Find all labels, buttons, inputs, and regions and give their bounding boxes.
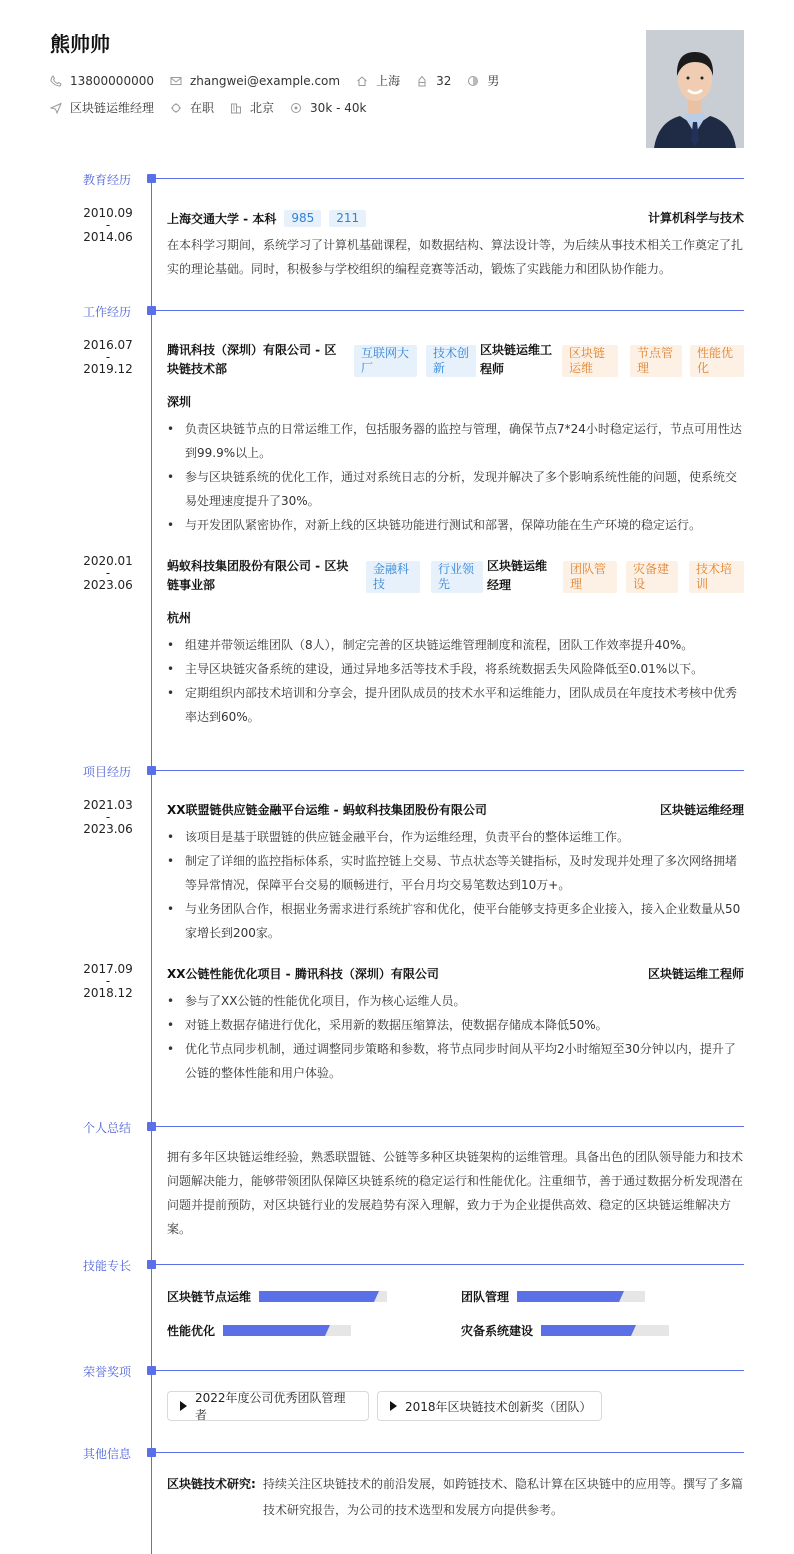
target-job-item (50, 99, 154, 116)
section-marker (147, 1260, 156, 1269)
list-item: • 定期组织内部技术培训和分享会，提升团队成员的技术水平和运维能力，团队成员在年度技术考核中优秀率达到60%。 (167, 681, 744, 729)
salary-item (290, 101, 366, 115)
list-item: • 与开发团队紧密协作，对新上线的区块链功能进行测试和部署，保障功能在生产环境的稳定运行。 (167, 513, 744, 537)
skill-bar-fill (223, 1325, 325, 1336)
section-marker (147, 1448, 156, 1457)
date-end: 2023.06 (83, 822, 133, 836)
section-divider (156, 310, 744, 311)
skill-tag: 区块链运维 (562, 345, 618, 377)
work-date: 2020.01 - 2023.06 (83, 554, 133, 592)
project-name: XX公链性能优化项目 - 腾讯科技（深圳）有限公司 (167, 967, 439, 981)
award-label: 2022年度公司优秀团队管理者 (195, 1391, 346, 1422)
skill-tag: 团队管理 (563, 561, 617, 593)
candidate-name: 熊帅帅 (50, 32, 110, 56)
date-end: 2018.12 (83, 986, 133, 1000)
skill-tag: 灾备建设 (626, 561, 678, 593)
work-location: 深圳 (167, 395, 192, 409)
section-divider (156, 1264, 744, 1265)
industry-tag: 行业领先 (431, 561, 483, 593)
skill-bar (541, 1325, 669, 1336)
target-city-text: 北京 (250, 101, 275, 115)
section-divider (156, 1452, 744, 1453)
phone-text: 13800000000 (70, 73, 154, 88)
skill-tag: 技术培训 (689, 561, 744, 593)
industry-tag: 互联网大厂 (354, 345, 417, 377)
date-start: 2016.07 (83, 338, 133, 352)
phone-item (50, 74, 154, 88)
section-divider (156, 1370, 744, 1371)
company-name: 腾讯科技（深圳）有限公司 - 区块链技术部 (167, 343, 337, 376)
section-title-projects: 项目经历 (83, 765, 132, 779)
target-city-item (230, 99, 274, 116)
date-start: 2021.03 (83, 798, 133, 812)
company-name: 蚂蚁科技集团股份有限公司 - 区块链事业部 (167, 559, 349, 592)
project-role: 区块链运维工程师 (647, 967, 744, 981)
skill-name: 性能优化 (167, 1324, 216, 1338)
contact-row (50, 72, 515, 89)
skill-bar-fill (541, 1325, 631, 1336)
industry-tag: 金融科技 (366, 561, 420, 593)
section-marker (147, 1366, 156, 1375)
section-title-other: 其他信息 (83, 1447, 132, 1461)
skill-bar (259, 1291, 387, 1302)
school-name: 上海交通大学 - 本科 (167, 211, 277, 226)
job-intent-row (50, 99, 382, 116)
work-location: 杭州 (167, 611, 192, 625)
resume-header (50, 28, 744, 148)
industry-tag: 技术创新 (426, 345, 476, 377)
section-title-summary: 个人总结 (83, 1121, 132, 1135)
section-title-work: 工作经历 (83, 305, 132, 319)
list-item: • 对链上数据存储进行优化，采用新的数据压缩算法，使数据存储成本降低50%。 (167, 1013, 744, 1037)
list-item: • 参与了XX公链的性能优化项目，作为核心运维人员。 (167, 989, 744, 1013)
list-item: • 主导区块链灾备系统的建设，通过异地多活等技术手段，将系统数据丢失风险降低至0.01%以下。 (167, 657, 744, 681)
project-date: 2017.09 - 2018.12 (83, 962, 133, 1000)
age-text: 32 (436, 73, 452, 88)
work-entry (167, 341, 744, 537)
date-end: 2023.06 (83, 578, 133, 592)
project-role: 区块链运维经理 (659, 803, 744, 817)
list-item: • 负责区块链节点的日常运维工作，包括服务器的监控与管理，确保节点7*24小时稳定运行，节点可用性达到99.9%以上。 (167, 417, 744, 465)
list-item: • 参与区块链系统的优化工作，通过对系统日志的分析，发现并解决了多个影响系统性能的问题，使系统交易处理速度提升了30%。 (167, 465, 744, 513)
section-divider (156, 1126, 744, 1127)
list-item: • 该项目是基于联盟链的供应链金融平台，作为运维经理，负责平台的整体运维工作。 (167, 825, 744, 849)
phone-icon (50, 75, 62, 87)
skill-bar-fill (517, 1291, 619, 1302)
email-text: zhangwei@example.com (189, 73, 341, 88)
building-icon (230, 102, 242, 114)
date-end: 2014.06 (83, 230, 133, 244)
job-role: 区块链运维工程师 (480, 343, 553, 376)
skill-name: 灾备系统建设 (461, 1324, 534, 1338)
send-icon (50, 102, 62, 114)
section-title-education: 教育经历 (83, 173, 132, 187)
job-role: 区块链运维经理 (487, 559, 548, 592)
project-bullets (167, 825, 744, 945)
project-entry (167, 801, 744, 945)
home-icon (356, 75, 368, 87)
salary-text: 30k - 40k (310, 100, 367, 115)
other-info-item (167, 1471, 744, 1523)
skill-bar-fill (259, 1291, 374, 1302)
skill-tag: 性能优化 (690, 345, 744, 377)
date-start: 2017.09 (83, 962, 133, 976)
education-date: 2010.09 - 2014.06 (83, 206, 133, 244)
city-text: 上海 (376, 74, 401, 88)
city-item (356, 72, 400, 89)
timeline-line (151, 178, 152, 1554)
section-divider (156, 178, 744, 179)
school-tag: 985 (284, 210, 321, 227)
skill-name: 团队管理 (461, 1290, 510, 1304)
work-bullets (167, 417, 744, 537)
list-item: • 组建并带领运维团队（8人），制定完善的区块链运维管理制度和流程，团队工作效率提升40%。 (167, 633, 744, 657)
section-marker (147, 174, 156, 183)
list-item: • 制定了详细的监控指标体系，实时监控链上交易、节点状态等关键指标，及时发现并处理了多次网络拥堵等异常情况，保障平台交易的顺畅进行，平台月均交易笔数达到10万+。 (167, 849, 744, 897)
skill-tag: 节点管理 (630, 345, 682, 377)
award-badge (167, 1391, 369, 1421)
project-date: 2021.03 - 2023.06 (83, 798, 133, 836)
summary-text: 拥有多年区块链运维经验，熟悉联盟链、公链等多种区块链架构的运维管理。具备出色的团队领导能力和技术问题解决能力，能够带领团队保障区块链系统的稳定运行和性能优化。注重细节，善于通过数据分析发现潜在问题并提前预防，对区块链行业的发展趋势有深入理解，致力于为企业提供高效、稳定的区块链运维解决方案。 (167, 1150, 744, 1236)
profile-photo (646, 30, 744, 148)
skill-item (461, 1288, 645, 1305)
work-bullets (167, 633, 744, 729)
award-badge (377, 1391, 602, 1421)
section-marker (147, 766, 156, 775)
play-icon (390, 1401, 397, 1411)
work-date: 2016.07 - 2019.12 (83, 338, 133, 376)
list-item: • 与业务团队合作，根据业务需求进行系统扩容和优化，使平台能够支持更多企业接入，接入企业数量从50家增长到200家。 (167, 897, 744, 945)
date-start: 2010.09 (83, 206, 133, 220)
gender-text: 男 (487, 74, 500, 88)
project-name: XX联盟链供应链金融平台运维 - 蚂蚁科技集团股份有限公司 (167, 803, 487, 817)
skill-item (167, 1322, 351, 1339)
section-title-awards: 荣誉奖项 (83, 1365, 132, 1379)
gender-icon (467, 75, 479, 87)
list-item: • 优化节点同步机制，通过调整同步策略和参数，将节点同步时间从平均2小时缩短至30分钟以内，提升了公链的整体性能和用户体验。 (167, 1037, 744, 1085)
date-start: 2020.01 (83, 554, 133, 568)
skill-name: 区块链节点运维 (167, 1290, 252, 1304)
section-marker (147, 1122, 156, 1131)
date-end: 2019.12 (83, 362, 133, 376)
coin-icon (290, 102, 302, 114)
skill-item (461, 1322, 669, 1339)
award-label: 2018年区块链技术创新奖（团队） (405, 1399, 592, 1414)
skill-bar (223, 1325, 351, 1336)
status-icon (170, 102, 182, 114)
education-entry (167, 209, 744, 281)
other-info-label: 区块链技术研究: (167, 1477, 256, 1491)
school-tag: 211 (329, 210, 366, 227)
target-job-text: 区块链运维经理 (70, 101, 155, 115)
skill-bar (517, 1291, 645, 1302)
email-item (170, 74, 340, 88)
other-info-text: 持续关注区块链技术的前沿发展，如跨链技术、隐私计算在区块链中的应用等。撰写了多篇技术研究报告，为公司的技术选型和发展方向提供参考。 (263, 1477, 744, 1517)
project-bullets (167, 989, 744, 1085)
education-description: 在本科学习期间，系统学习了计算机基础课程，如数据结构、算法设计等，为后续从事技术相关工作奠定了扎实的理论基础。同时，积极参与学校组织的编程竞赛等活动，锻炼了实践能力和团队协作能力。 (167, 238, 744, 276)
status-text: 在职 (190, 101, 215, 115)
section-title-skills: 技能专长 (83, 1259, 132, 1273)
project-entry (167, 965, 744, 1085)
status-item (170, 99, 214, 116)
skill-item (167, 1288, 387, 1305)
major-name: 计算机科学与技术 (647, 211, 744, 225)
gender-item (467, 72, 499, 89)
mail-icon (170, 75, 182, 87)
section-marker (147, 306, 156, 315)
play-icon (180, 1401, 187, 1411)
work-entry (167, 557, 744, 729)
age-item (416, 74, 451, 88)
user-icon (416, 75, 428, 87)
section-divider (156, 770, 744, 771)
